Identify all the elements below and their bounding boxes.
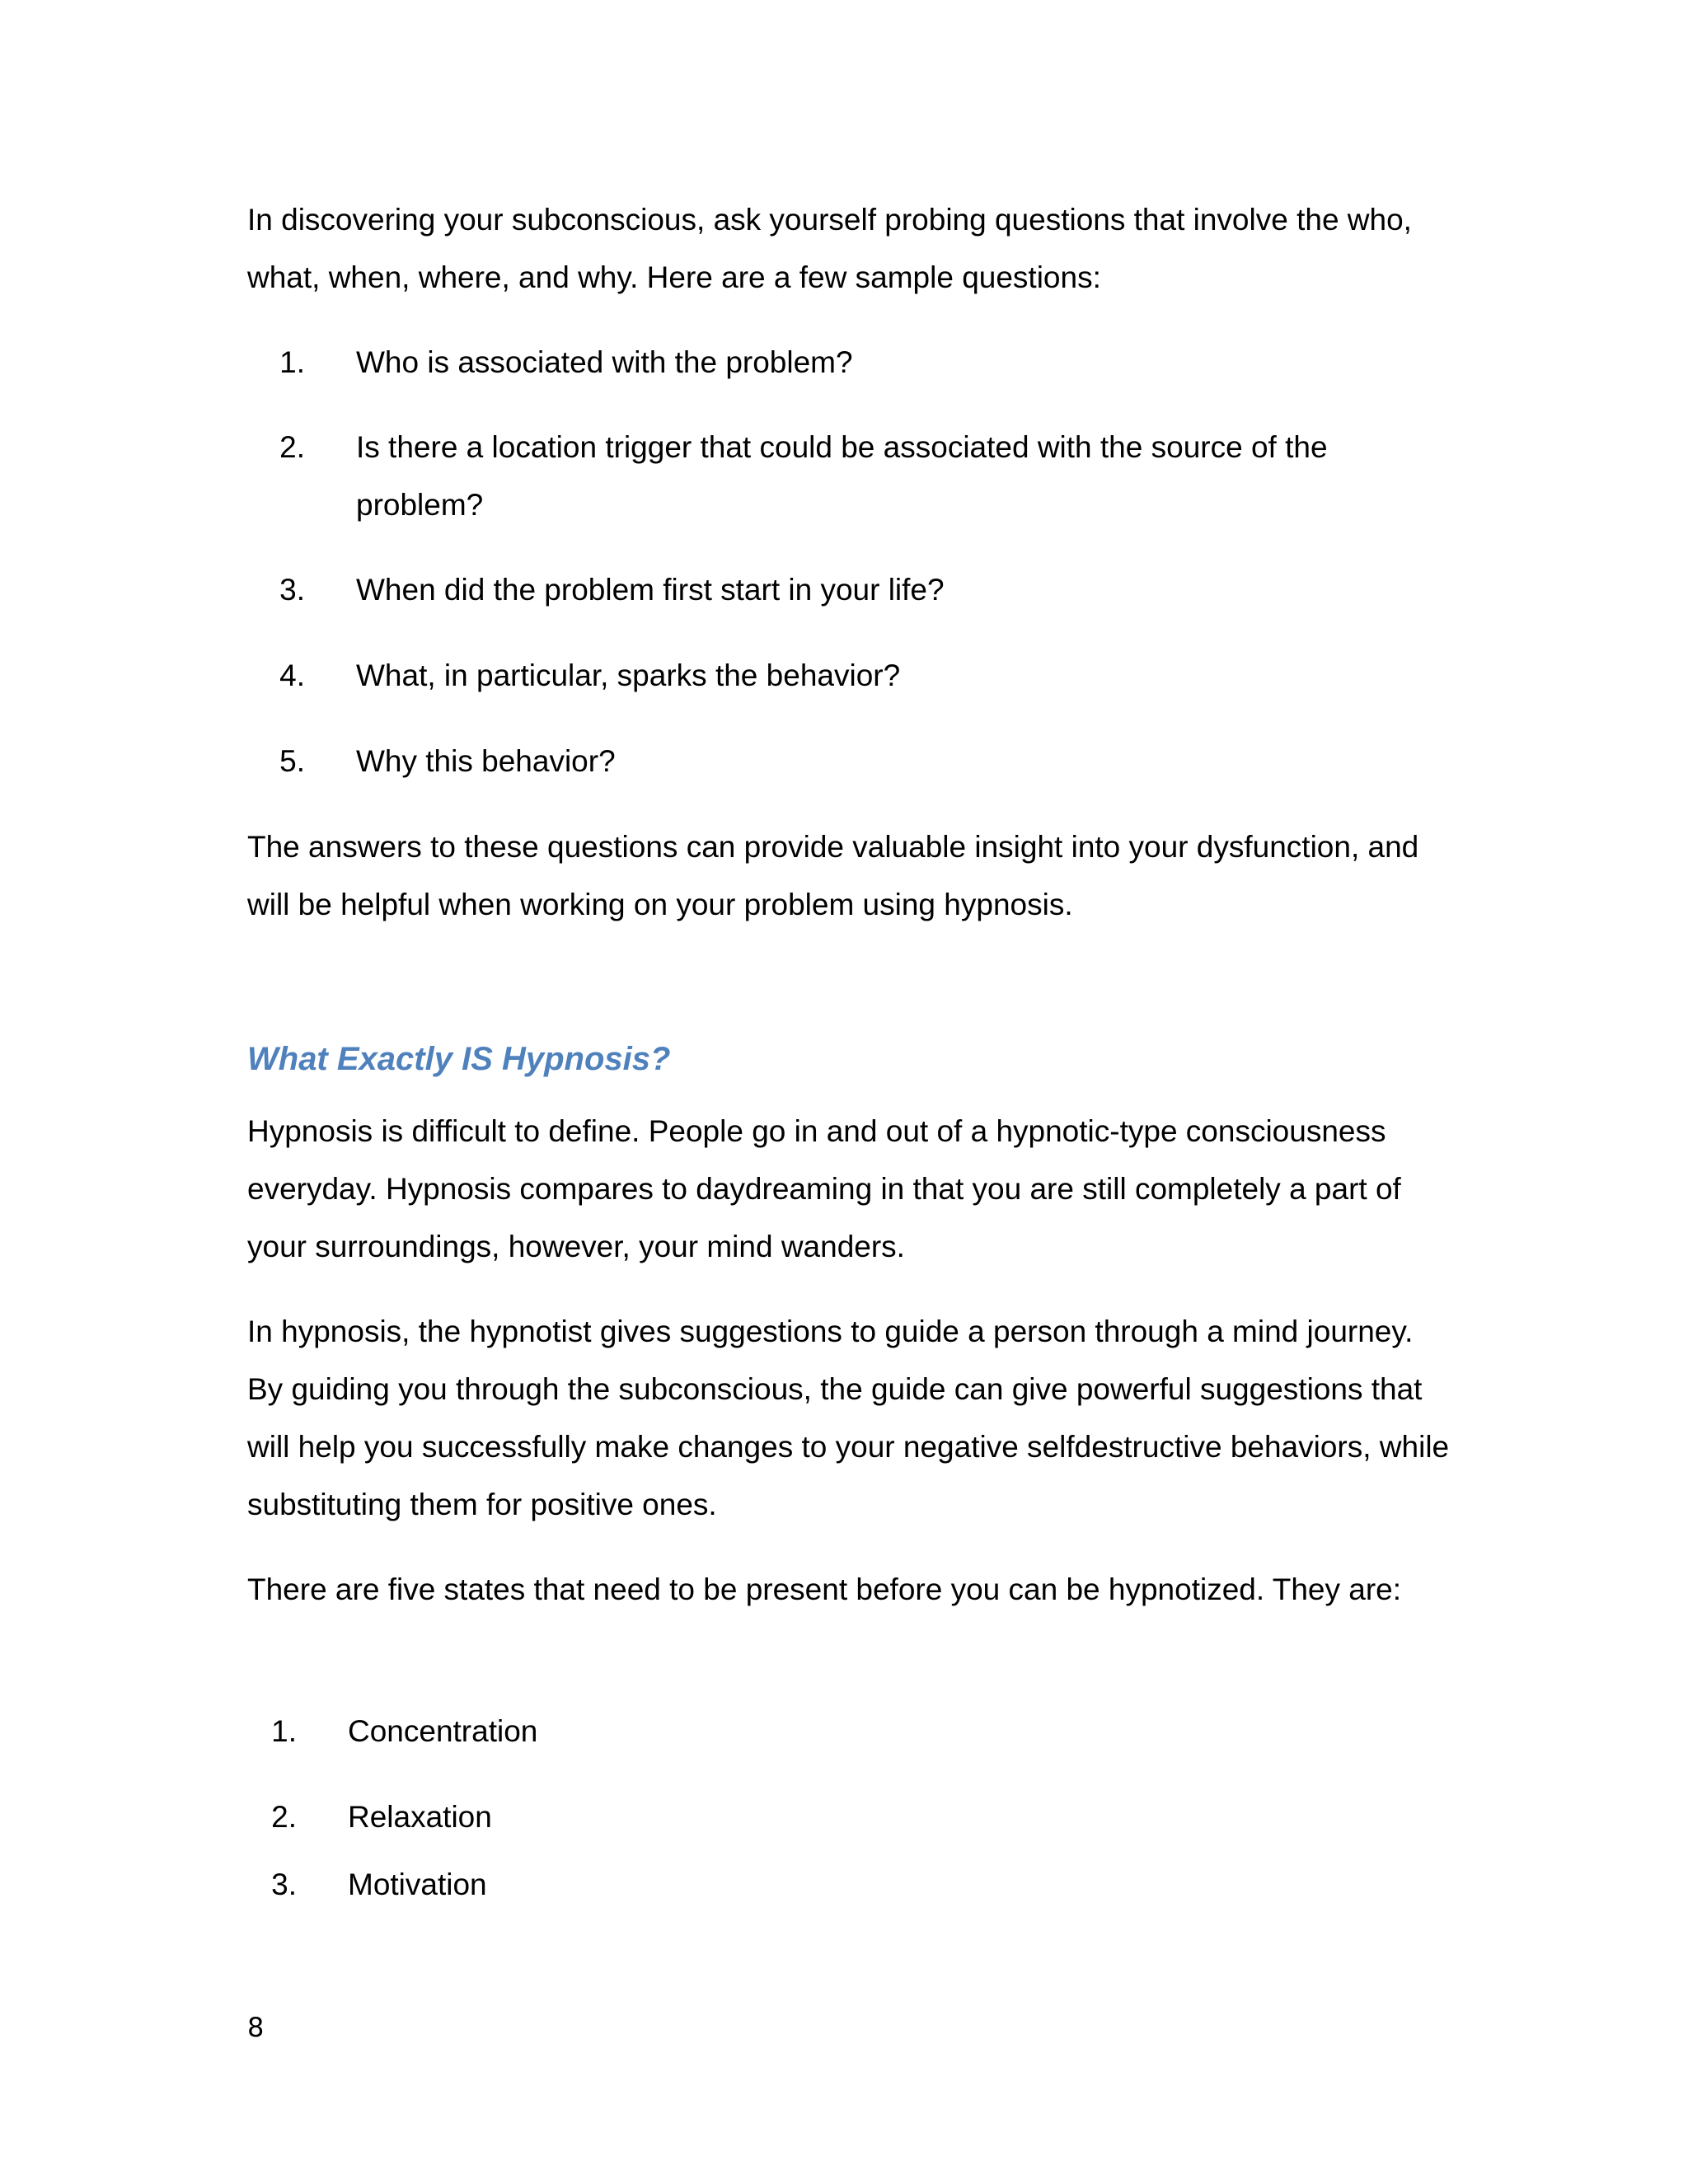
list-item bbox=[247, 1788, 1451, 1846]
list-item bbox=[247, 334, 1451, 391]
list-text: Relaxation bbox=[348, 1800, 492, 1834]
list-item bbox=[247, 1856, 1451, 1914]
list-item bbox=[247, 419, 1451, 534]
list-number: 2. bbox=[279, 430, 305, 464]
list-text: What, in particular, sparks the behavior? bbox=[356, 658, 901, 692]
list-text: Why this behavior? bbox=[356, 744, 616, 778]
list-item bbox=[247, 1703, 1451, 1760]
section-heading: What Exactly IS Hypnosis? bbox=[247, 1041, 671, 1077]
list-item bbox=[247, 647, 1451, 705]
list-text: Who is associated with the problem? bbox=[356, 345, 853, 379]
list-text: Motivation bbox=[348, 1868, 487, 1901]
list-text: Concentration bbox=[348, 1714, 538, 1748]
list-text: When did the problem first start in your life? bbox=[356, 573, 945, 607]
definition-paragraph: Hypnosis is difficult to define. People go in and out of a hypnotic-type consciousness everyday. Hypnosis compares to daydreaming in that you are still completely a part of your surroundings, however, your mind wanders. bbox=[247, 1114, 1401, 1263]
list-number: 4. bbox=[279, 658, 305, 692]
intro-paragraph: In discovering your subconscious, ask yourself probing questions that involve the who, what, when, where, and why. Here are a few sample questions: bbox=[247, 203, 1412, 294]
list-item bbox=[247, 561, 1451, 619]
list-number: 1. bbox=[279, 345, 305, 379]
list-number: 2. bbox=[271, 1800, 297, 1834]
page-number: 8 bbox=[247, 2012, 265, 2043]
list-number: 3. bbox=[271, 1868, 297, 1901]
list-item bbox=[247, 733, 1451, 790]
states-paragraph: There are five states that need to be present before you can be hypnotized. They are: bbox=[247, 1572, 1402, 1606]
hypnotist-paragraph: In hypnosis, the hypnotist gives suggestions to guide a person through a mind journey. By guiding you through the subconscious, the guide can give powerful suggestions that will help you successfully make changes to your negative selfdestructive behaviors, while substituting them for positive ones. bbox=[247, 1315, 1450, 1521]
list-text: Is there a location trigger that could be associated with the source of the problem? bbox=[356, 430, 1328, 522]
answers-paragraph: The answers to these questions can provide valuable insight into your dysfunction, and will be helpful when working on your problem using hypnosis. bbox=[247, 830, 1419, 921]
list-number: 5. bbox=[279, 744, 305, 778]
list-number: 3. bbox=[279, 573, 305, 607]
list-number: 1. bbox=[271, 1714, 297, 1748]
